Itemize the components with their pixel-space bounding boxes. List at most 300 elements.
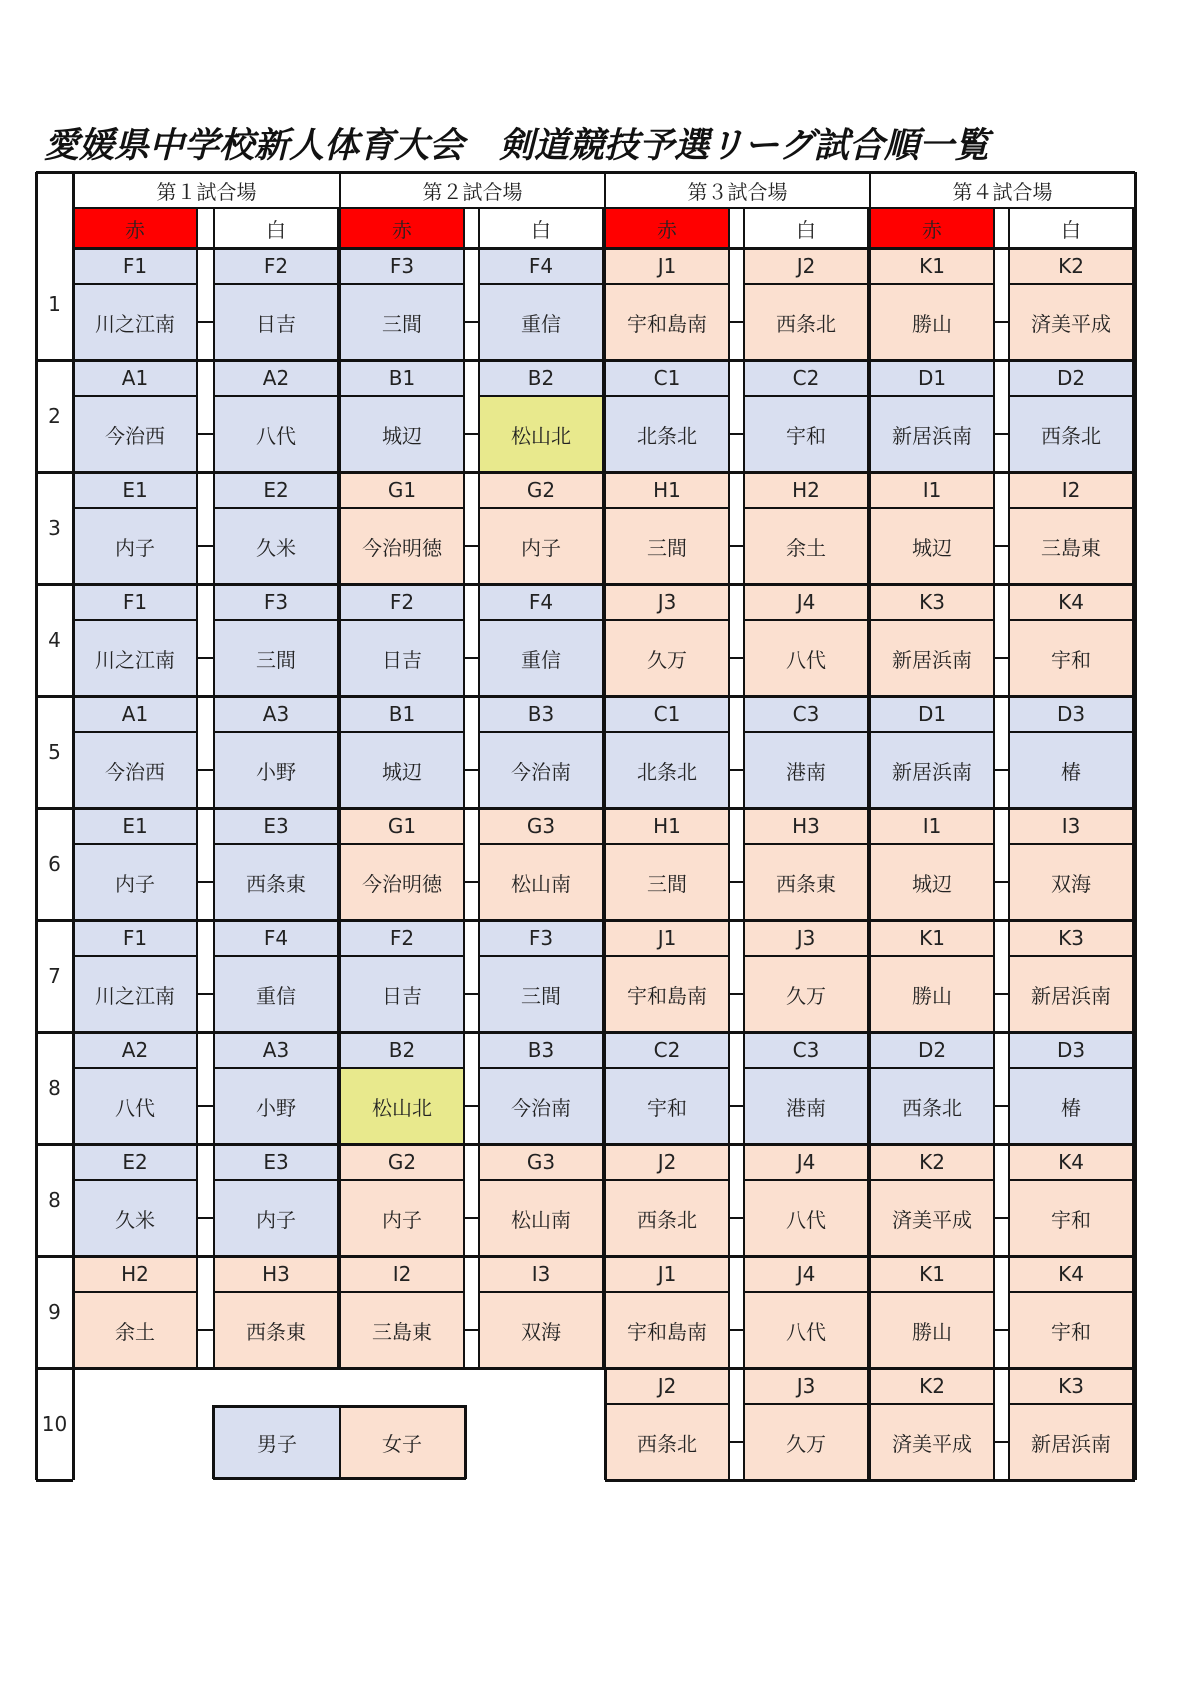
- grid-line: [743, 208, 745, 1368]
- grid-line: [604, 1368, 606, 1480]
- team-name: 西条北: [605, 1180, 729, 1256]
- cell-divider: [340, 507, 464, 509]
- round-number: 8: [48, 1076, 61, 1100]
- cell-divider: [744, 731, 868, 733]
- match-connector-line: [729, 993, 744, 995]
- match-connector-line: [994, 1105, 1009, 1107]
- cell-divider: [479, 731, 603, 733]
- team-name: 宇和島南: [605, 956, 729, 1032]
- cell-divider: [214, 1067, 338, 1069]
- cell-divider: [214, 507, 338, 509]
- table-border: [1134, 172, 1137, 1480]
- team-name: 重信: [479, 284, 603, 360]
- team-name: 勝山: [870, 284, 994, 360]
- team-name: 三間: [340, 284, 464, 360]
- cell-divider: [479, 843, 603, 845]
- team-code: B3: [479, 696, 603, 732]
- match-connector-line: [464, 321, 479, 323]
- team-name: 今治西: [73, 396, 197, 472]
- cell-divider: [870, 1291, 994, 1293]
- match-connector-line: [197, 1217, 214, 1219]
- grid-line: [463, 208, 465, 1368]
- team-name: 西条北: [605, 1404, 729, 1480]
- match-connector-line: [729, 881, 744, 883]
- grid-line: [1132, 208, 1134, 1368]
- cell-divider: [340, 1067, 464, 1069]
- team-code: C3: [744, 696, 868, 732]
- team-name: 椿: [1009, 1068, 1133, 1144]
- team-code: K4: [1009, 1144, 1133, 1180]
- team-name: 三間: [479, 956, 603, 1032]
- team-name: 八代: [73, 1068, 197, 1144]
- venue-header: 第３試合場: [687, 179, 788, 204]
- team-code: C2: [744, 360, 868, 396]
- cell-divider: [73, 955, 197, 957]
- cell-divider: [605, 507, 729, 509]
- cell-divider: [744, 395, 868, 397]
- team-name: 城辺: [340, 732, 464, 808]
- team-name: 新居浜南: [1009, 956, 1133, 1032]
- team-name: 八代: [744, 620, 868, 696]
- team-code: F4: [214, 920, 338, 956]
- team-code: E1: [73, 472, 197, 508]
- cell-divider: [340, 1179, 464, 1181]
- team-code: K3: [870, 584, 994, 620]
- team-code: I1: [870, 472, 994, 508]
- team-code: C3: [744, 1032, 868, 1068]
- team-name: 西条北: [870, 1068, 994, 1144]
- team-name: 久万: [605, 620, 729, 696]
- match-connector-line: [464, 769, 479, 771]
- team-code: B1: [340, 696, 464, 732]
- cell-divider: [605, 731, 729, 733]
- cell-divider: [73, 1179, 197, 1181]
- legend-girls: 女子: [340, 1406, 464, 1478]
- cell-divider: [605, 1291, 729, 1293]
- cell-divider: [73, 843, 197, 845]
- team-name: 宇和島南: [605, 1292, 729, 1368]
- match-connector-line: [994, 1217, 1009, 1219]
- match-connector-line: [464, 881, 479, 883]
- cell-divider: [1009, 731, 1133, 733]
- team-code: J3: [744, 920, 868, 956]
- match-connector-line: [464, 1329, 479, 1331]
- cell-divider: [479, 1067, 603, 1069]
- team-name: 新居浜南: [870, 396, 994, 472]
- cell-divider: [1009, 1291, 1133, 1293]
- team-name: 西条東: [214, 1292, 338, 1368]
- table-border: [36, 1479, 73, 1482]
- red-side-header: 赤: [870, 208, 994, 248]
- legend-boys: 男子: [214, 1406, 340, 1478]
- table-border: [36, 171, 1135, 174]
- match-connector-line: [464, 993, 479, 995]
- team-code: K1: [870, 248, 994, 284]
- row-separator: [36, 919, 1135, 922]
- team-code: E1: [73, 808, 197, 844]
- match-connector-line: [994, 993, 1009, 995]
- grid-line: [1008, 1368, 1010, 1480]
- match-connector-line: [994, 321, 1009, 323]
- team-code: G3: [479, 1144, 603, 1180]
- team-code: E3: [214, 808, 338, 844]
- team-name: 港南: [744, 732, 868, 808]
- row-separator: [36, 807, 1135, 810]
- grid-line: [213, 208, 215, 1368]
- match-connector-line: [729, 657, 744, 659]
- cell-divider: [1009, 283, 1133, 285]
- team-name: 重信: [214, 956, 338, 1032]
- team-name: 川之江南: [73, 956, 197, 1032]
- grid-line: [869, 1368, 871, 1480]
- cell-divider: [870, 1403, 994, 1405]
- cell-divider: [340, 843, 464, 845]
- team-name: 北条北: [605, 732, 729, 808]
- team-name: 西条東: [744, 844, 868, 920]
- team-name: 済美平成: [870, 1180, 994, 1256]
- team-name: 城辺: [340, 396, 464, 472]
- round-number: 2: [48, 404, 61, 428]
- team-name: 八代: [214, 396, 338, 472]
- team-code: C1: [605, 360, 729, 396]
- match-connector-line: [994, 881, 1009, 883]
- cell-divider: [214, 1179, 338, 1181]
- team-code: A2: [73, 1032, 197, 1068]
- red-side-header: 赤: [605, 208, 729, 248]
- team-name: 宇和: [744, 396, 868, 472]
- team-name: 余土: [744, 508, 868, 584]
- team-name: 宇和: [605, 1068, 729, 1144]
- match-connector-line: [197, 321, 214, 323]
- team-code: J4: [744, 1256, 868, 1292]
- round-number: 10: [41, 1412, 68, 1436]
- team-name: 西条北: [1009, 396, 1133, 472]
- red-side-header: 赤: [73, 208, 197, 248]
- cell-divider: [605, 843, 729, 845]
- grid-line: [478, 208, 480, 1368]
- team-name: 今治南: [479, 732, 603, 808]
- team-name: 小野: [214, 732, 338, 808]
- cell-divider: [744, 1403, 868, 1405]
- cell-divider: [605, 395, 729, 397]
- team-name: 松山北: [340, 1068, 464, 1144]
- team-code: H3: [214, 1256, 338, 1292]
- row-separator: [36, 1143, 1135, 1146]
- team-code: K3: [1009, 1368, 1133, 1404]
- team-name: 重信: [479, 620, 603, 696]
- team-code: G1: [340, 808, 464, 844]
- cell-divider: [340, 283, 464, 285]
- team-name: 川之江南: [73, 620, 197, 696]
- white-side-header: 白: [531, 217, 551, 242]
- cell-divider: [870, 843, 994, 845]
- match-connector-line: [729, 1329, 744, 1331]
- grid-line: [196, 208, 198, 1368]
- team-code: I2: [340, 1256, 464, 1292]
- team-code: H3: [744, 808, 868, 844]
- cell-divider: [73, 283, 197, 285]
- team-code: F3: [214, 584, 338, 620]
- grid-line: [1008, 208, 1010, 1368]
- cell-divider: [744, 1067, 868, 1069]
- cell-divider: [479, 1291, 603, 1293]
- cell-divider: [340, 395, 464, 397]
- team-code: A2: [214, 360, 338, 396]
- team-name: 松山南: [479, 844, 603, 920]
- team-code: C1: [605, 696, 729, 732]
- cell-divider: [870, 619, 994, 621]
- round-number: 5: [48, 740, 61, 764]
- cell-divider: [73, 507, 197, 509]
- team-code: B2: [340, 1032, 464, 1068]
- cell-divider: [1009, 955, 1133, 957]
- team-name: 内子: [340, 1180, 464, 1256]
- team-name: 今治西: [73, 732, 197, 808]
- cell-divider: [340, 955, 464, 957]
- team-code: J1: [605, 1256, 729, 1292]
- cell-divider: [340, 1291, 464, 1293]
- team-name: 三島東: [340, 1292, 464, 1368]
- round-number: 1: [48, 292, 61, 316]
- match-connector-line: [464, 545, 479, 547]
- team-name: 八代: [744, 1292, 868, 1368]
- match-connector-line: [197, 433, 214, 435]
- grid-line: [728, 208, 730, 1368]
- cell-divider: [340, 731, 464, 733]
- team-code: A1: [73, 696, 197, 732]
- cell-divider: [1009, 1403, 1133, 1405]
- cell-divider: [73, 395, 197, 397]
- cell-divider: [214, 955, 338, 957]
- cell-divider: [1009, 507, 1133, 509]
- cell-divider: [605, 283, 729, 285]
- cell-divider: [214, 1291, 338, 1293]
- team-name: 日吉: [340, 620, 464, 696]
- match-connector-line: [729, 321, 744, 323]
- team-name: 三間: [605, 508, 729, 584]
- match-connector-line: [197, 769, 214, 771]
- team-name: 新居浜南: [870, 732, 994, 808]
- cell-divider: [479, 955, 603, 957]
- cell-divider: [479, 507, 603, 509]
- team-name: 八代: [744, 1180, 868, 1256]
- team-code: B3: [479, 1032, 603, 1068]
- team-code: F1: [73, 920, 197, 956]
- team-name: 済美平成: [870, 1404, 994, 1480]
- venue-header: 第２試合場: [422, 179, 523, 204]
- cell-divider: [340, 619, 464, 621]
- team-code: K2: [870, 1144, 994, 1180]
- team-name: 内子: [214, 1180, 338, 1256]
- cell-divider: [870, 283, 994, 285]
- team-code: I3: [1009, 808, 1133, 844]
- cell-divider: [605, 619, 729, 621]
- team-name: 内子: [479, 508, 603, 584]
- cell-divider: [214, 283, 338, 285]
- team-code: F4: [479, 248, 603, 284]
- legend-border: [464, 1405, 467, 1479]
- team-code: K3: [1009, 920, 1133, 956]
- cell-divider: [870, 507, 994, 509]
- team-name: 宇和島南: [605, 284, 729, 360]
- team-name: 勝山: [870, 956, 994, 1032]
- cell-divider: [1009, 843, 1133, 845]
- team-code: G2: [479, 472, 603, 508]
- team-code: H1: [605, 808, 729, 844]
- team-code: K4: [1009, 584, 1133, 620]
- match-connector-line: [464, 1105, 479, 1107]
- venue-header: 第４試合場: [952, 179, 1053, 204]
- team-name: 港南: [744, 1068, 868, 1144]
- cell-divider: [870, 1179, 994, 1181]
- cell-divider: [1009, 1179, 1133, 1181]
- cell-divider: [870, 955, 994, 957]
- grid-line: [743, 1368, 745, 1480]
- team-code: J1: [605, 920, 729, 956]
- cell-divider: [605, 1179, 729, 1181]
- team-name: 椿: [1009, 732, 1133, 808]
- grid-line: [993, 1368, 995, 1480]
- team-name: 双海: [1009, 844, 1133, 920]
- team-code: G2: [340, 1144, 464, 1180]
- team-name: 双海: [479, 1292, 603, 1368]
- team-code: J4: [744, 584, 868, 620]
- team-code: C2: [605, 1032, 729, 1068]
- team-code: A3: [214, 696, 338, 732]
- team-code: J2: [605, 1368, 729, 1404]
- team-code: F2: [340, 584, 464, 620]
- round-number: 7: [48, 964, 61, 988]
- team-name: 日吉: [214, 284, 338, 360]
- round-number: 3: [48, 516, 61, 540]
- cell-divider: [744, 283, 868, 285]
- match-connector-line: [464, 433, 479, 435]
- table-border: [35, 172, 38, 1480]
- cell-divider: [479, 1179, 603, 1181]
- team-code: J3: [744, 1368, 868, 1404]
- team-code: A1: [73, 360, 197, 396]
- cell-divider: [605, 1403, 729, 1405]
- team-code: H2: [744, 472, 868, 508]
- cell-divider: [870, 1067, 994, 1069]
- team-code: D1: [870, 360, 994, 396]
- team-name: 内子: [73, 508, 197, 584]
- team-name: 宇和: [1009, 1180, 1133, 1256]
- match-connector-line: [729, 1105, 744, 1107]
- cell-divider: [870, 731, 994, 733]
- grid-line: [339, 208, 341, 1368]
- venue-header: 第１試合場: [156, 179, 257, 204]
- round-number: 4: [48, 628, 61, 652]
- team-code: F2: [214, 248, 338, 284]
- match-connector-line: [464, 657, 479, 659]
- team-name: 三島東: [1009, 508, 1133, 584]
- team-name: 三間: [214, 620, 338, 696]
- row-separator: [36, 583, 1135, 586]
- legend-border: [339, 1405, 341, 1479]
- team-code: E2: [214, 472, 338, 508]
- white-side-header: 白: [266, 217, 286, 242]
- white-side-header: 白: [1061, 217, 1081, 242]
- cell-divider: [1009, 1067, 1133, 1069]
- team-name: 今治南: [479, 1068, 603, 1144]
- cell-divider: [744, 1291, 868, 1293]
- match-connector-line: [994, 545, 1009, 547]
- cell-divider: [479, 395, 603, 397]
- team-name: 小野: [214, 1068, 338, 1144]
- team-name: 余土: [73, 1292, 197, 1368]
- cell-divider: [479, 283, 603, 285]
- team-code: J2: [744, 248, 868, 284]
- page-title: 愛媛県中学校新人体育大会 剣道競技予選リーグ試合順一覧: [44, 126, 990, 166]
- match-connector-line: [729, 769, 744, 771]
- match-connector-line: [197, 657, 214, 659]
- schedule-table: [36, 172, 1135, 1488]
- team-code: F3: [479, 920, 603, 956]
- team-code: I1: [870, 808, 994, 844]
- team-name: 川之江南: [73, 284, 197, 360]
- grid-line: [869, 208, 871, 1368]
- round-number: 8: [48, 1188, 61, 1212]
- team-code: F1: [73, 584, 197, 620]
- cell-divider: [870, 395, 994, 397]
- match-connector-line: [994, 769, 1009, 771]
- team-code: J4: [744, 1144, 868, 1180]
- team-code: D3: [1009, 1032, 1133, 1068]
- team-code: F3: [340, 248, 464, 284]
- team-name: 今治明徳: [340, 508, 464, 584]
- team-name: 宇和: [1009, 620, 1133, 696]
- grid-line: [728, 1368, 730, 1480]
- team-code: F4: [479, 584, 603, 620]
- cell-divider: [744, 619, 868, 621]
- cell-divider: [73, 619, 197, 621]
- row-separator: [36, 359, 1135, 362]
- team-name: 松山北: [479, 396, 603, 472]
- match-connector-line: [197, 1329, 214, 1331]
- team-code: K1: [870, 920, 994, 956]
- team-code: K1: [870, 1256, 994, 1292]
- team-name: 久米: [214, 508, 338, 584]
- team-name: 西条東: [214, 844, 338, 920]
- team-code: K2: [1009, 248, 1133, 284]
- row-separator: [36, 1367, 1135, 1370]
- row-separator: [36, 471, 1135, 474]
- team-name: 済美平成: [1009, 284, 1133, 360]
- team-code: K2: [870, 1368, 994, 1404]
- team-code: H1: [605, 472, 729, 508]
- team-code: D3: [1009, 696, 1133, 732]
- team-name: 西条北: [744, 284, 868, 360]
- grid-line: [1132, 1368, 1134, 1480]
- team-code: B1: [340, 360, 464, 396]
- cell-divider: [605, 955, 729, 957]
- grid-line: [604, 172, 606, 208]
- team-name: 城辺: [870, 508, 994, 584]
- team-code: D2: [1009, 360, 1133, 396]
- match-connector-line: [729, 545, 744, 547]
- match-connector-line: [729, 1441, 744, 1443]
- match-connector-line: [197, 881, 214, 883]
- team-code: A3: [214, 1032, 338, 1068]
- team-code: G3: [479, 808, 603, 844]
- cell-divider: [214, 843, 338, 845]
- team-name: 松山南: [479, 1180, 603, 1256]
- cell-divider: [744, 843, 868, 845]
- white-side-header: 白: [796, 217, 816, 242]
- match-connector-line: [729, 1217, 744, 1219]
- cell-divider: [214, 731, 338, 733]
